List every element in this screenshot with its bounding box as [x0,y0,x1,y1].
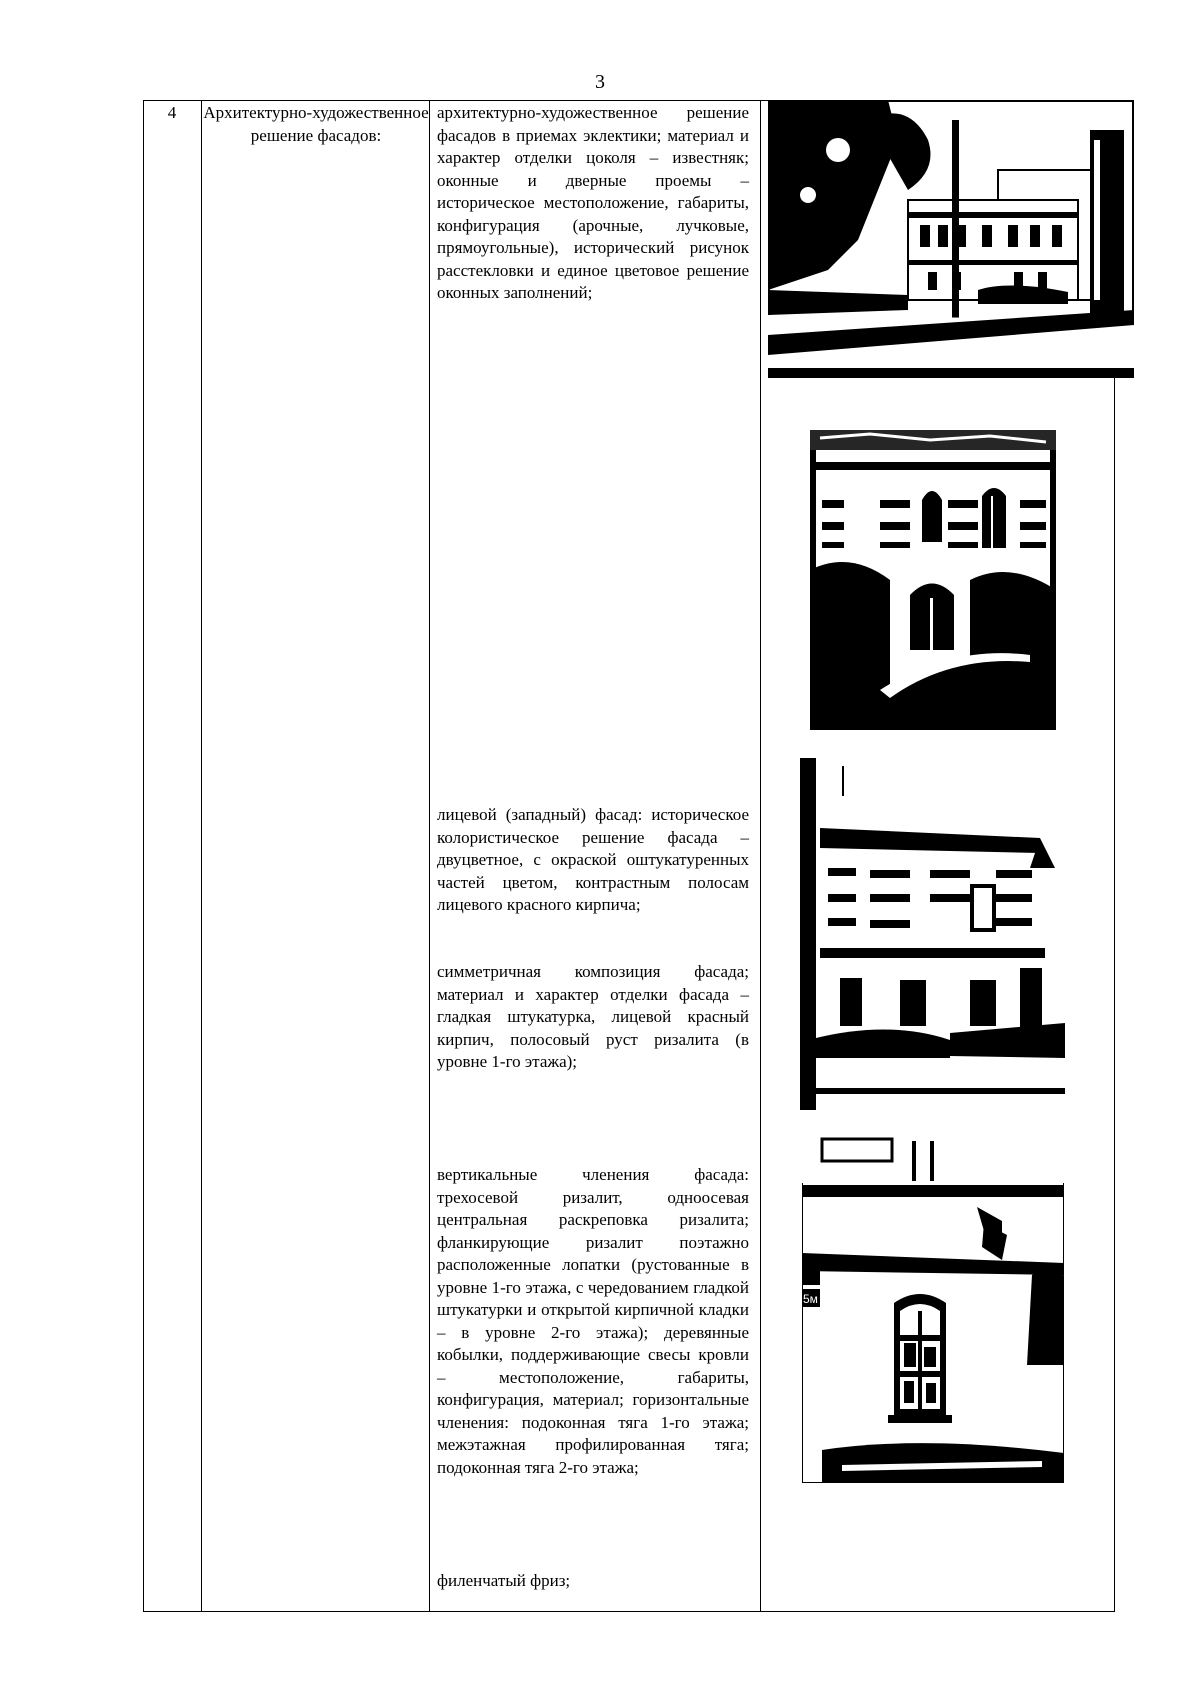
description-block-1: архитектурно-художественное решение фасадов в приемах эклектики; материал и характер отделки цоколя – известняк; оконные и дверные проемы – историческое местоположение, габариты, конфигурация (арочные, лучковые, прямоугольные), исторический рисунок расстекловки и единое цветовое решение оконных заполнений; [437,103,749,302]
page-number: 3 [595,71,605,93]
sign-text: 5м [803,1292,818,1306]
description-block-2: лицевой (западный) фасад: историческое колористическое решение фасада – двуцветное, с окраской оштукатуренных частей цветом, контрастным полосам лицевого красного кирпича; [437,805,749,914]
description-block-3: симметричная композиция фасада; материал и характер отделки фасада – гладкая штукатурка, лицевой красный кирпич, полосовый руст ризалита (в уровне 1-го этажа); [437,962,749,1071]
column-divider [760,100,761,1612]
element-name: Архитектурно-художественное решение фасадов: [203,103,429,145]
description-block-5: филенчатый фриз; [437,1571,571,1590]
facade-photo-arched-door [810,430,1056,730]
row-number: 4 [167,103,177,122]
column-divider [201,100,202,1612]
facade-photo-striped [800,758,1065,1110]
description-block-4: вертикальные членения фасада: трехосевой ризалит, одноосевая центральная раскреповка ризалита; фланкирующие ризалит поэтажно расположенные лопатки (рустованные в уровне 1-го этажа, с чередованием гладкой штукатурки и открытой кирпичной кладки – в уровне 2-го этажа); деревянные кобылки, поддерживающие свесы кровли – местоположение, габариты, конфигурация, материал; горизонтальные членения: подоконная тяга 1-го этажа; межэтажная профилированная тяга; подоконная тяга 2-го этажа; [437,1165,749,1477]
facade-photo-window [802,1135,1064,1483]
facade-street-photo [768,100,1134,378]
column-divider [429,100,430,1612]
